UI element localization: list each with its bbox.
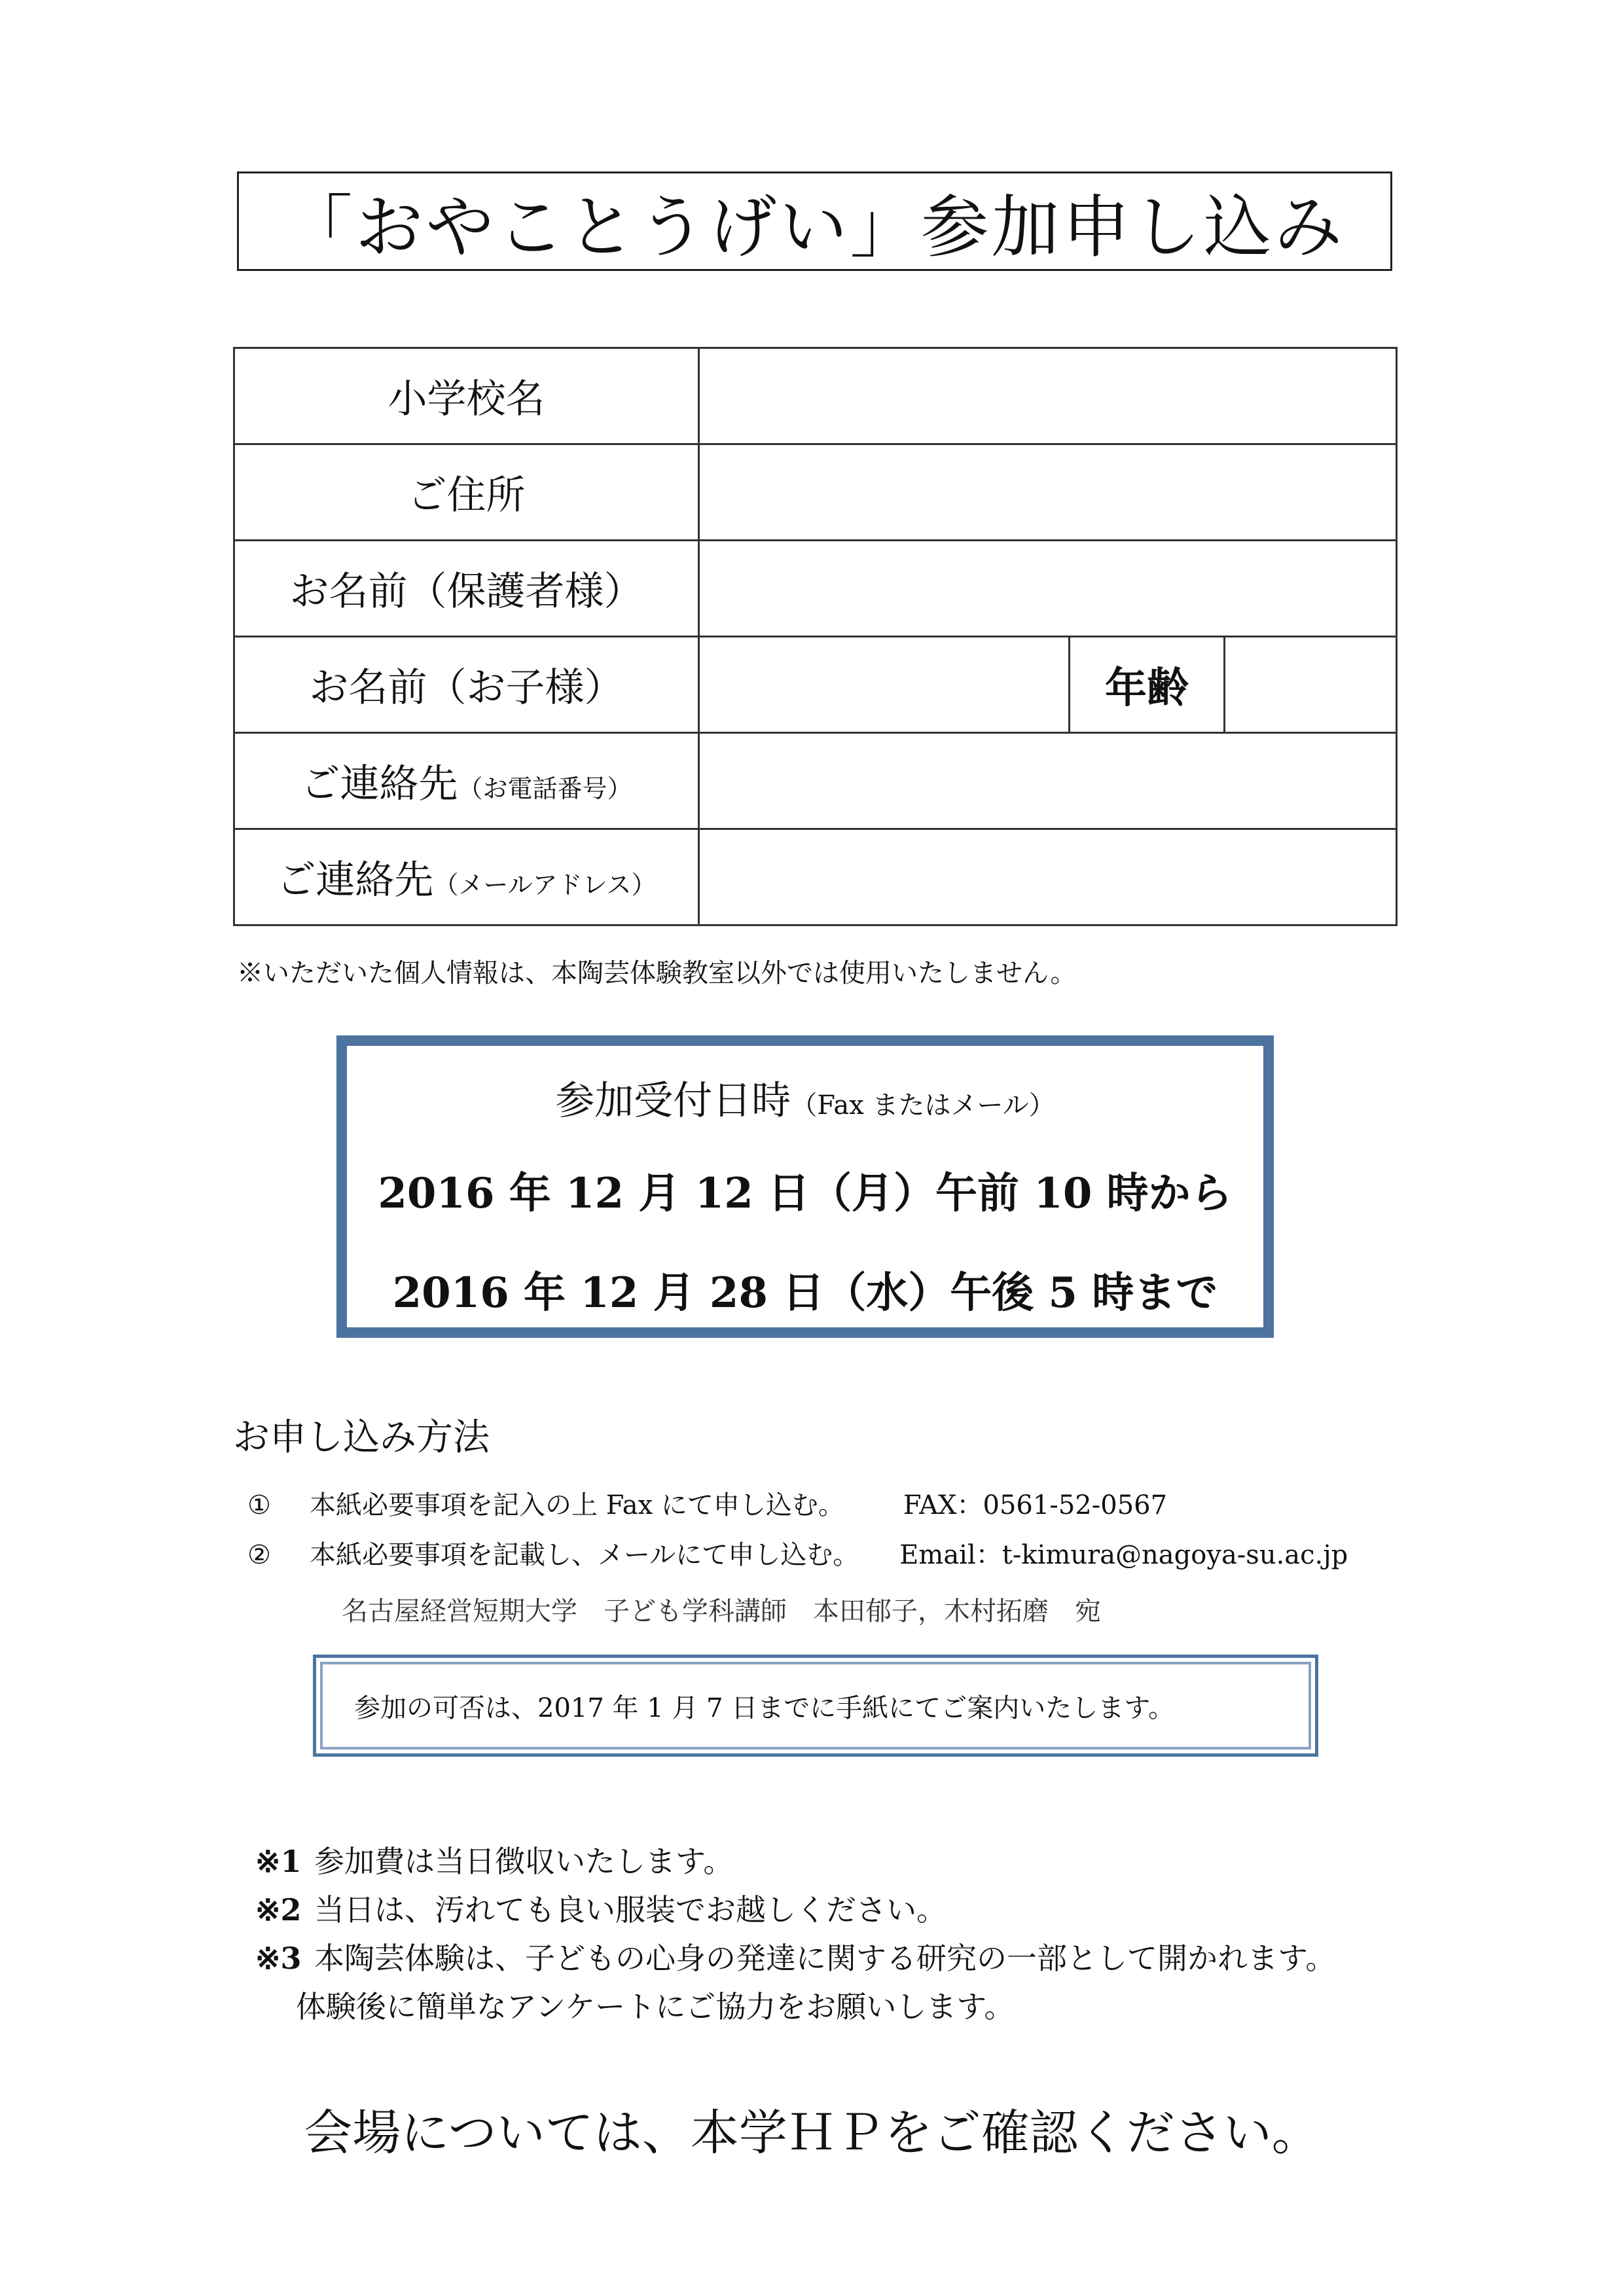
page-title: 「おやことうげい」参加申し込み bbox=[237, 171, 1392, 271]
reception-start: 2016 年 12 月 12 日（月）午前 10 時から bbox=[378, 1169, 1233, 1218]
reception-end: 2016 年 12 月 28 日（水）午後 5 時まで bbox=[392, 1268, 1218, 1318]
method-item-number: ① bbox=[247, 1490, 271, 1520]
form-row-phone bbox=[234, 733, 1397, 829]
reception-heading-sub: （Fax またはメール） bbox=[791, 1090, 1055, 1121]
venue-notice: 会場については、本学ＨＰをご確認ください。 bbox=[304, 2105, 1320, 2161]
method-item-text: 本紙必要事項を記入の上 Fax にて申し込む。 bbox=[310, 1490, 844, 1520]
privacy-note: ※いただいた個人情報は、本陶芸体験教室以外では使用いたしません。 bbox=[237, 958, 1077, 988]
note-mark: ※1 bbox=[255, 1844, 302, 1879]
method-item-fax bbox=[233, 1484, 1167, 1522]
guardian-name-label: お名前（保護者様） bbox=[234, 541, 699, 637]
email-field[interactable] bbox=[699, 829, 1397, 925]
note-text: 参加費は当日徴収いたします。 bbox=[314, 1844, 734, 1879]
note-text: 本陶芸体験は、子どもの心身の発達に関する研究の一部として開かれます。 bbox=[314, 1941, 1336, 1976]
phone-label-cell bbox=[234, 733, 699, 829]
email-label: ご連絡先 bbox=[276, 857, 434, 903]
form-row-address bbox=[234, 444, 1397, 541]
form-row-child bbox=[234, 637, 1397, 733]
email-address[interactable]: Email：t-kimura@nagoya-su.ac.jp bbox=[899, 1540, 1348, 1570]
address-label: ご住所 bbox=[234, 444, 699, 541]
note-mark: ※2 bbox=[255, 1892, 302, 1928]
reception-period-heading bbox=[347, 1069, 1263, 1126]
phone-sublabel: （お電話番号） bbox=[458, 774, 632, 803]
form-row-school bbox=[234, 348, 1397, 444]
addressee: 名古屋経営短期大学 子ども学科講師 本田郁子，木村拓磨 宛 bbox=[342, 1596, 1101, 1626]
child-name-label: お名前（お子様） bbox=[234, 637, 699, 733]
note-1 bbox=[255, 1838, 733, 1881]
address-field[interactable] bbox=[699, 444, 1397, 541]
school-name-label: 小学校名 bbox=[234, 348, 699, 444]
method-item-text: 本紙必要事項を記載し、メールにて申し込む。 bbox=[310, 1540, 859, 1570]
notice-box bbox=[313, 1655, 1318, 1757]
child-name-field[interactable] bbox=[699, 637, 1070, 733]
email-label-cell bbox=[234, 829, 699, 925]
method-item-number: ② bbox=[247, 1540, 271, 1570]
guardian-name-field[interactable] bbox=[699, 541, 1397, 637]
email-sublabel: （メールアドレス） bbox=[433, 870, 657, 899]
note-2 bbox=[255, 1886, 947, 1929]
note-3 bbox=[255, 1935, 1335, 1978]
note-3-continued: 体験後に簡単なアンケートにご協力をお願いします。 bbox=[296, 1989, 1015, 2024]
age-label: 年齢 bbox=[1070, 637, 1225, 733]
reception-period-box bbox=[336, 1035, 1274, 1338]
form-row-guardian bbox=[234, 541, 1397, 637]
registration-form bbox=[233, 347, 1398, 926]
phone-field[interactable] bbox=[699, 733, 1397, 829]
method-item-email bbox=[233, 1534, 1348, 1571]
school-name-field[interactable] bbox=[699, 348, 1397, 444]
age-field[interactable] bbox=[1225, 637, 1397, 733]
note-text: 当日は、汚れても良い服装でお越しください。 bbox=[314, 1892, 947, 1928]
method-heading: お申し込み方法 bbox=[233, 1416, 490, 1459]
phone-label: ご連絡先 bbox=[300, 761, 458, 807]
notice-text: 参加の可否は、2017 年 1 月 7 日までに手紙にてご案内いたします。 bbox=[354, 1693, 1175, 1723]
fax-number: FAX：0561-52-0567 bbox=[903, 1490, 1168, 1520]
reception-heading-text: 参加受付日時 bbox=[555, 1078, 791, 1124]
note-mark: ※3 bbox=[255, 1941, 302, 1976]
form-row-email bbox=[234, 829, 1397, 925]
